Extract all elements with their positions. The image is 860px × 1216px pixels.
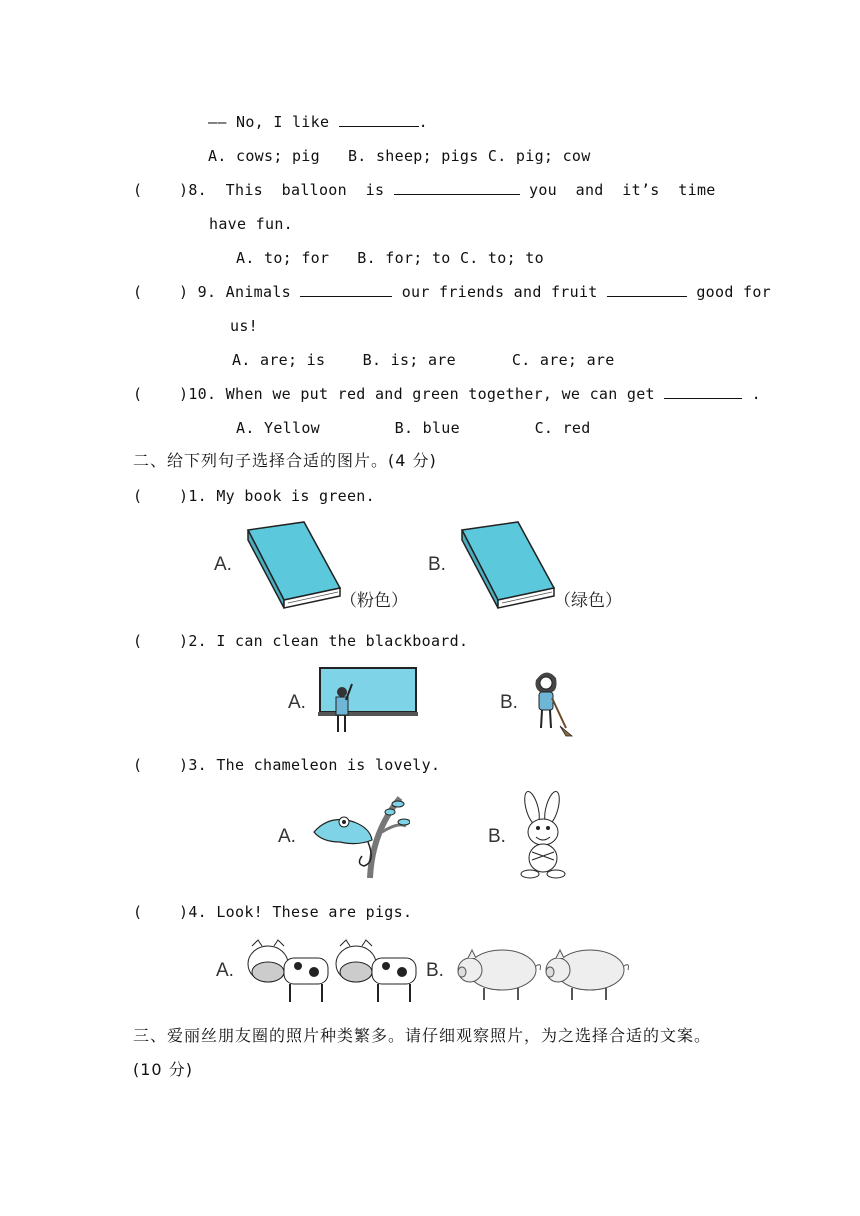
q8-options: A. to; for B. for; to C. to; to (236, 249, 544, 267)
s2-q4-paren[interactable]: ( (133, 903, 143, 921)
q7-answer-line (208, 112, 428, 132)
cows-image (244, 936, 420, 1012)
rabbit-image (514, 790, 572, 884)
q7-options: A. cows; pig B. sheep; pigs C. pig; cow (208, 147, 591, 165)
book-pink-image (244, 520, 344, 616)
book-green-image (458, 520, 558, 616)
s2-q3-option-a[interactable]: A. (278, 826, 296, 847)
q9-text-after: good for (696, 283, 771, 301)
section3-score: (10 分) (133, 1060, 193, 1079)
s2-q1-text: My book is green. (216, 487, 375, 505)
q9-line (133, 282, 771, 302)
q9-text-before: Animals (225, 283, 291, 301)
s2-q3-line (133, 755, 440, 775)
s2-q3-paren[interactable]: ( (133, 756, 143, 774)
q8-text-after: you and it’s time (528, 181, 716, 199)
q10-text-before: When we put red and green together, we can get (225, 385, 655, 403)
q8-text-before: This balloon is (225, 181, 385, 199)
q9-text-mid: our friends and fruit (401, 283, 598, 301)
q10-text-after: . (751, 385, 761, 403)
s2-q1-line (133, 486, 375, 506)
q8-text-cont: have fun. (209, 215, 293, 233)
q9-blank-2[interactable] (607, 282, 687, 297)
q10-paren[interactable]: ( (133, 385, 143, 403)
s2-q1-caption-a: （粉色） (340, 591, 408, 611)
q10-options: A. Yellow B. blue C. red (236, 419, 591, 437)
q9-paren[interactable]: ( (133, 283, 143, 301)
s2-q1-paren[interactable]: ( (133, 487, 143, 505)
q8-blank[interactable] (394, 180, 520, 195)
s2-q4-option-a[interactable]: A. (216, 960, 234, 981)
q8-line (133, 180, 716, 200)
s2-q4-line (133, 902, 412, 922)
s2-q1-option-b[interactable]: B. (428, 554, 446, 575)
q7-answer-prefix: —— No, I like (208, 113, 330, 131)
s2-q3-text: The chameleon is lovely. (216, 756, 441, 774)
s2-q4-number: )4. (179, 903, 207, 921)
blackboard-image (318, 666, 418, 742)
s2-q4-text: Look! These are pigs. (216, 903, 413, 921)
s2-q1-caption-b: （绿色） (554, 591, 622, 611)
s2-q2-option-b[interactable]: B. (500, 692, 518, 713)
q9-number: ) 9. (179, 283, 217, 301)
section2-heading: 二、给下列句子选择合适的图片。(4 分) (133, 451, 437, 470)
q8-number: )8. (179, 181, 207, 199)
q8-paren[interactable]: ( (133, 181, 143, 199)
s2-q2-line (133, 631, 468, 651)
s2-q3-option-b[interactable]: B. (488, 826, 506, 847)
q9-text-cont: us! (230, 317, 258, 335)
s2-q2-number: )2. (179, 632, 207, 650)
s2-q4-option-b[interactable]: B. (426, 960, 444, 981)
s2-q2-text: I can clean the blackboard. (216, 632, 469, 650)
q10-blank[interactable] (664, 384, 742, 399)
s2-q2-paren[interactable]: ( (133, 632, 143, 650)
s2-q1-option-a[interactable]: A. (214, 554, 232, 575)
s2-q1-number: )1. (179, 487, 207, 505)
s2-q3-number: )3. (179, 756, 207, 774)
chameleon-image (310, 792, 410, 884)
q9-options: A. are; is B. is; are C. are; are (232, 351, 615, 369)
girl-sweeping-image (526, 666, 576, 742)
q7-blank[interactable] (339, 112, 419, 127)
section3-heading: 三、爱丽丝朋友圈的照片种类繁多。请仔细观察照片，为之选择合适的文案。 (133, 1026, 712, 1045)
q9-blank-1[interactable] (300, 282, 392, 297)
pigs-image (454, 940, 630, 1008)
q10-number: )10. (179, 385, 217, 403)
q7-answer-suffix: . (418, 113, 428, 131)
s2-q2-option-a[interactable]: A. (288, 692, 306, 713)
q10-line (133, 384, 761, 404)
